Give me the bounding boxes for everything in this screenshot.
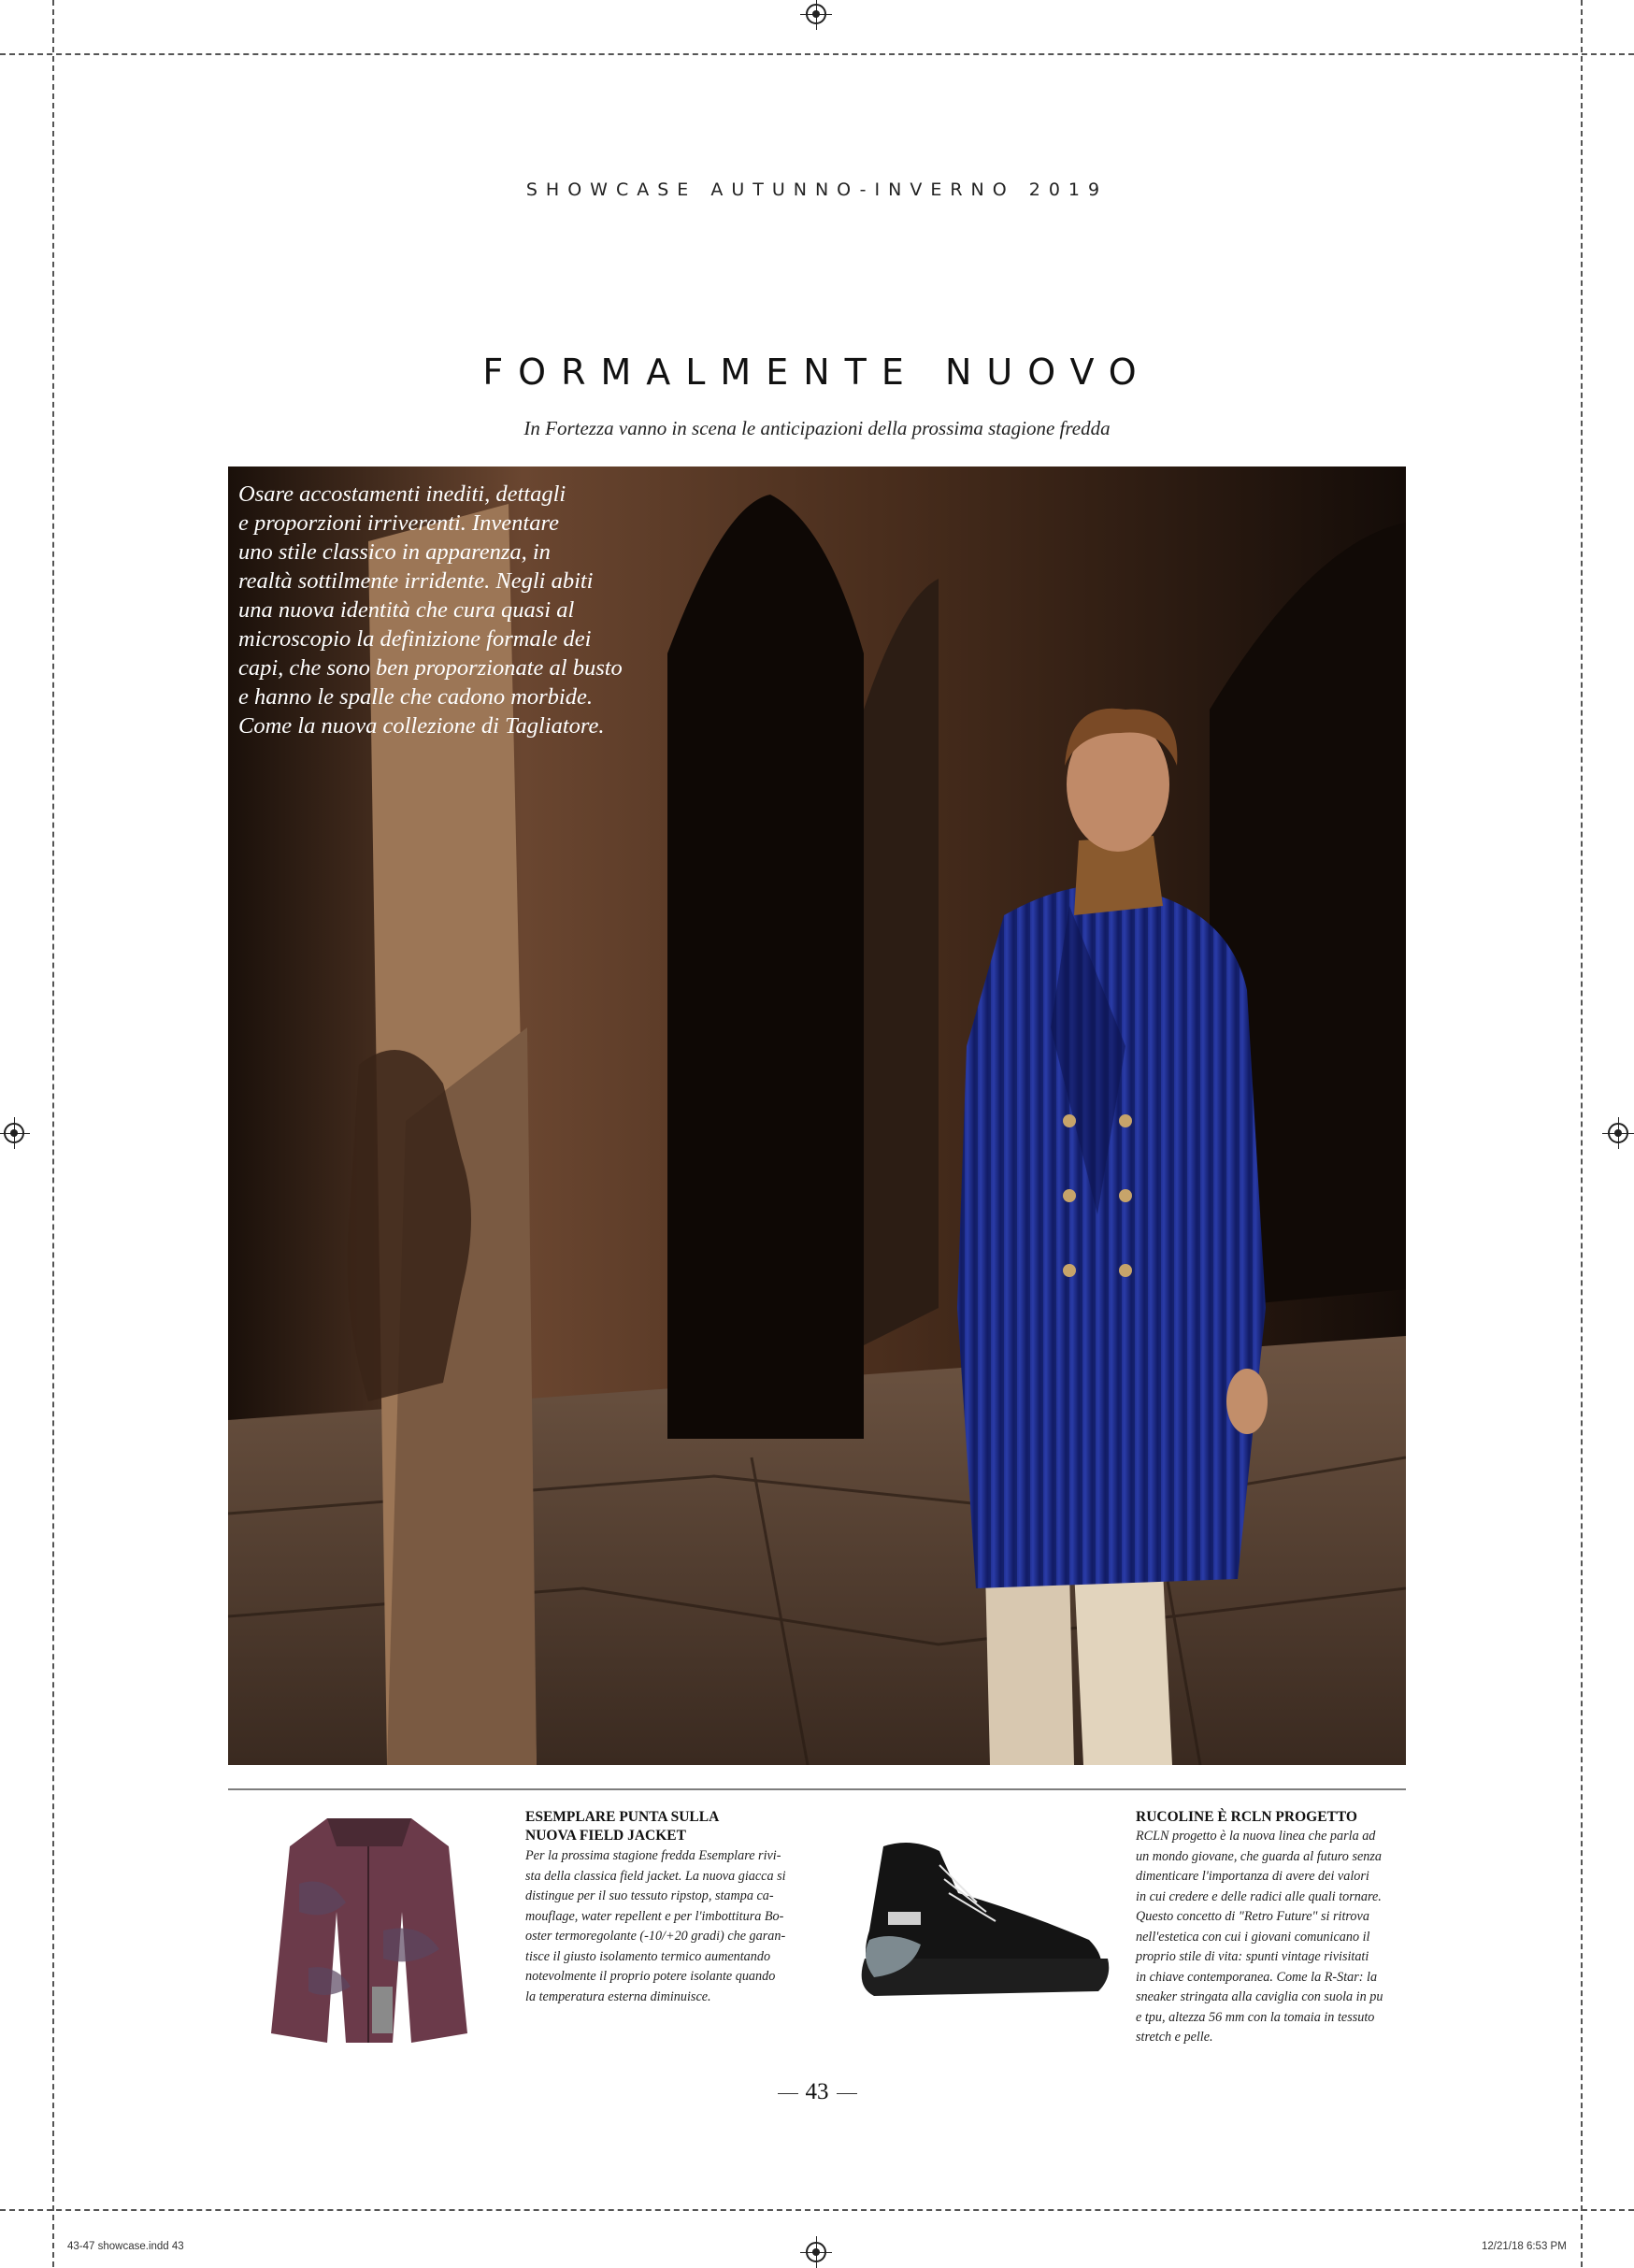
- dash-left: [778, 2093, 798, 2094]
- body-line: dimenticare l'importanza di avere dei valori: [1136, 1869, 1369, 1884]
- intro-line: uno stile classico in apparenza, in: [238, 539, 551, 565]
- product-heading: [1136, 1808, 1416, 1827]
- body-line: e tpu, altezza 56 mm con la tomaia in tessuto: [1136, 2009, 1375, 2025]
- crop-mark-top: [0, 53, 1634, 55]
- crop-mark-right: [1581, 0, 1583, 2267]
- heading-line: ESEMPLARE PUNTA SULLA: [525, 1809, 720, 1825]
- article-title: FORMALMENTE NUOVO: [482, 352, 1152, 393]
- body-line: RCLN progetto è la nuova linea che parla ad: [1136, 1829, 1376, 1844]
- hero-intro-text: [238, 480, 668, 740]
- registration-mark-right: [1608, 1123, 1628, 1143]
- slug-timestamp: 12/21/18 6:53 PM: [1482, 2241, 1567, 2252]
- body-line: nell'estetica con cui i giovani comunicano il: [1136, 1929, 1370, 1945]
- intro-line: Osare accostamenti inediti, dettagli: [238, 481, 566, 507]
- body-line: notevolmente il proprio potere isolante quando: [525, 1969, 776, 1984]
- sneaker-image: [837, 1828, 1117, 2015]
- body-line: distingue per il suo tessuto ripstop, stampa ca-: [525, 1888, 774, 1903]
- heading-line: RUCOLINE È RCLN PROGETTO: [1136, 1809, 1357, 1825]
- crop-mark-bottom: [0, 2209, 1634, 2211]
- crop-mark-left: [52, 0, 54, 2267]
- intro-line: Come la nuova collezione di Tagliatore.: [238, 713, 605, 739]
- field-jacket-image: [262, 1800, 477, 2052]
- page-number: [0, 2079, 1634, 2105]
- dash-right: [837, 2093, 857, 2094]
- product-description: [1136, 1827, 1416, 2048]
- product-heading: [525, 1808, 806, 1845]
- hero-photo: [228, 467, 1406, 1765]
- body-line: sta della classica field jacket. La nuova giacca si: [525, 1868, 786, 1884]
- intro-line: una nuova identità che cura quasi al: [238, 597, 575, 623]
- heading-line: NUOVA FIELD JACKET: [525, 1828, 686, 1844]
- intro-line: e proporzioni irriverenti. Inventare: [238, 510, 559, 536]
- registration-mark-bottom: [806, 2242, 826, 2262]
- intro-line: e hanno le spalle che cadono morbide.: [238, 684, 593, 710]
- body-line: proprio stile di vita: spunti vintage rivisitati: [1136, 1949, 1369, 1964]
- body-line: sneaker stringata alla caviglia con suola in pu: [1136, 1989, 1383, 2004]
- article-subtitle: In Fortezza vanno in scena le anticipazioni della prossima stagione fredda: [523, 417, 1111, 439]
- section-divider: [228, 1788, 1406, 1790]
- body-line: in chiave contemporanea. Come la R-Star: la: [1136, 1969, 1378, 1985]
- body-line: oster termoregolante (-10/+20 gradi) che garan-: [525, 1929, 786, 1944]
- intro-line: microscopio la definizione formale dei: [238, 626, 592, 652]
- intro-line: realtà sottilmente irridente. Negli abiti: [238, 568, 594, 594]
- body-line: la temperatura esterna diminuisce.: [525, 1988, 711, 2004]
- registration-mark-top: [806, 4, 826, 24]
- body-line: stretch e pelle.: [1136, 2030, 1213, 2045]
- body-line: tisce il giusto isolamento termico aumentando: [525, 1948, 771, 1964]
- intro-line: capi, che sono ben proporzionate al busto: [238, 655, 623, 681]
- body-line: mouflage, water repellent e per l'imbottitura Bo-: [525, 1908, 784, 1924]
- body-line: Per la prossima stagione fredda Esemplare rivi-: [525, 1848, 781, 1863]
- body-line: in cui credere e delle radici alle quali tornare.: [1136, 1888, 1382, 1904]
- registration-mark-left: [4, 1123, 24, 1143]
- section-kicker: SHOWCASE AUTUNNO-INVERNO 2019: [525, 179, 1109, 200]
- slug-filename: 43-47 showcase.indd 43: [67, 2241, 184, 2252]
- body-line: Questo concetto di "Retro Future" si ritrova: [1136, 1909, 1369, 1924]
- product-description: [525, 1846, 815, 2007]
- page-number-value: 43: [805, 2079, 829, 2104]
- body-line: un mondo giovane, che guarda al futuro senza: [1136, 1848, 1382, 1864]
